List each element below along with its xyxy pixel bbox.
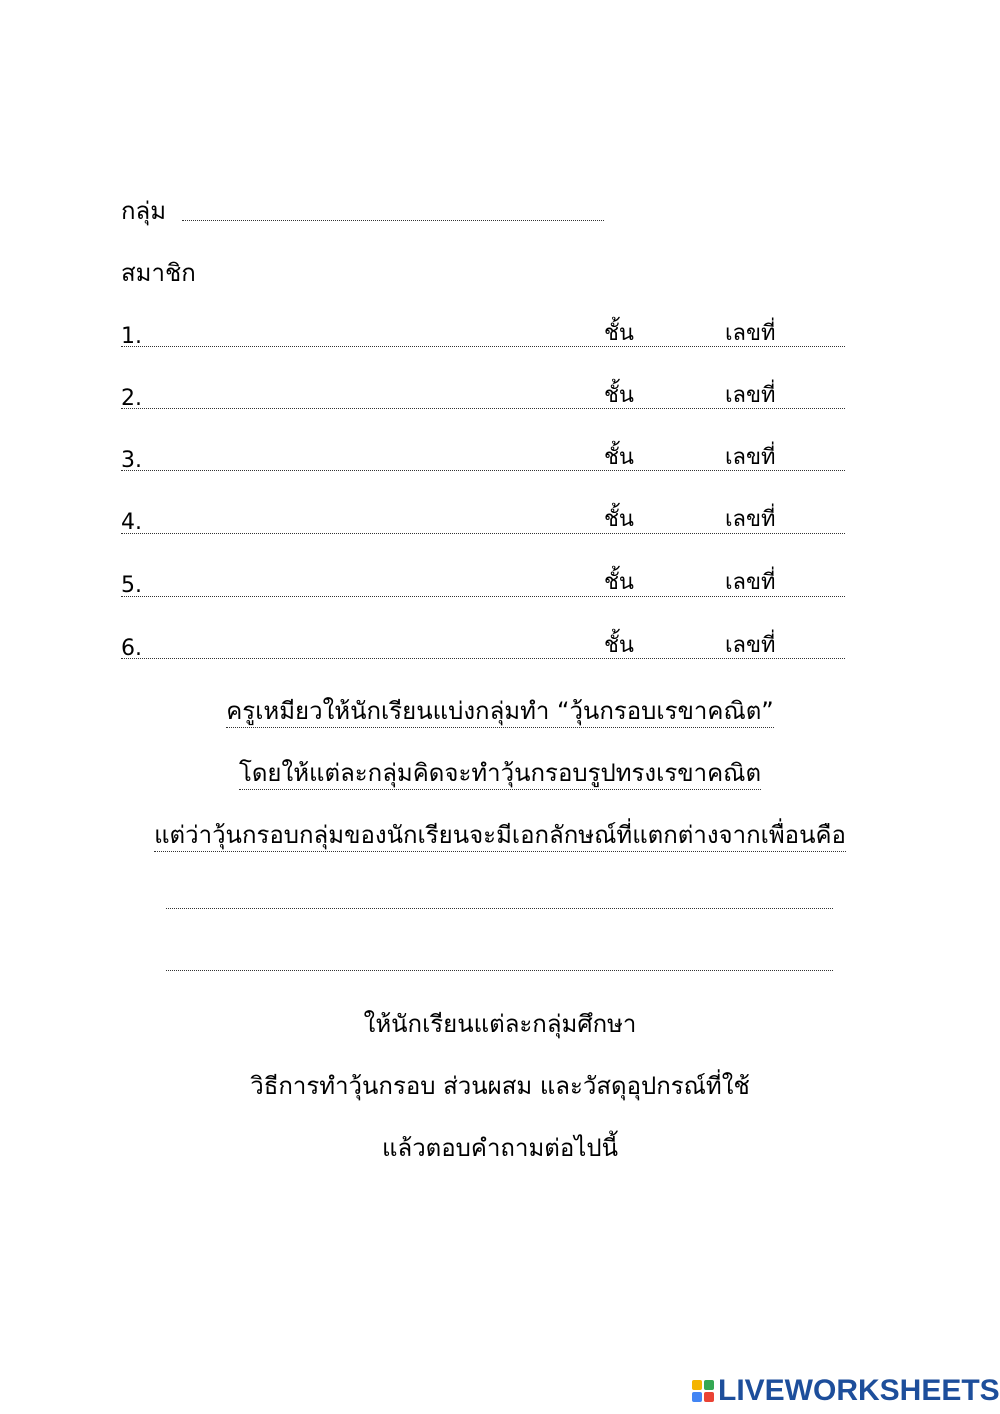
liveworksheets-logo <box>692 1374 1000 1408</box>
members-label: สมาชิก <box>121 259 196 287</box>
answer-field[interactable] <box>166 970 833 971</box>
member-field[interactable] <box>121 346 845 347</box>
class-label: ชั้น <box>604 570 634 595</box>
instruction-line <box>0 694 1000 728</box>
student-no-label: เลขที่ <box>725 633 776 658</box>
class-label: ชั้น <box>604 383 634 408</box>
student-no-label: เลขที่ <box>725 445 776 470</box>
group-name-field[interactable] <box>182 220 604 221</box>
class-label: ชั้น <box>604 321 634 346</box>
study-text-line: วิธีการทำวุ้นกรอบ ส่วนผสม และวัสดุอุปกรณ์ที่ใช้ <box>250 1072 750 1100</box>
member-number: 5. <box>121 573 142 598</box>
member-number: 2. <box>121 386 142 411</box>
member-field[interactable] <box>121 533 845 534</box>
member-number: 3. <box>121 448 142 473</box>
group-label: กลุ่ม <box>121 197 167 225</box>
student-no-label: เลขที่ <box>725 321 776 346</box>
brand-name: LIVEWORKSHEETS <box>718 1374 1000 1407</box>
instruction-line <box>0 818 1000 852</box>
member-number: 1. <box>121 324 142 349</box>
class-label: ชั้น <box>604 507 634 532</box>
student-no-label: เลขที่ <box>725 507 776 532</box>
answer-field[interactable] <box>166 908 833 909</box>
member-number: 6. <box>121 636 142 661</box>
study-text-line: ให้นักเรียนแต่ละกลุ่มศึกษา <box>363 1010 637 1038</box>
class-label: ชั้น <box>604 633 634 658</box>
student-no-label: เลขที่ <box>725 570 776 595</box>
instruction-text: ครูเหมียวให้นักเรียนแบ่งกลุ่มทำ “วุ้นกรอบเรขาคณิต” <box>226 697 773 728</box>
member-field[interactable] <box>121 470 845 471</box>
member-field[interactable] <box>121 658 845 659</box>
instruction-text: แต่ว่าวุ้นกรอบกลุ่มของนักเรียนจะมีเอกลักษณ์ที่แตกต่างจากเพื่อนคือ <box>154 821 846 852</box>
member-field[interactable] <box>121 408 845 409</box>
instruction-text: โดยให้แต่ละกลุ่มคิดจะทำวุ้นกรอบรูปทรงเรขาคณิต <box>239 759 761 790</box>
member-number: 4. <box>121 510 142 535</box>
member-field[interactable] <box>121 596 845 597</box>
instruction-line <box>0 756 1000 790</box>
study-text-line: แล้วตอบคำถามต่อไปนี้ <box>382 1134 618 1162</box>
student-no-label: เลขที่ <box>725 383 776 408</box>
class-label: ชั้น <box>604 445 634 470</box>
liveworksheets-logo-icon <box>692 1380 714 1402</box>
